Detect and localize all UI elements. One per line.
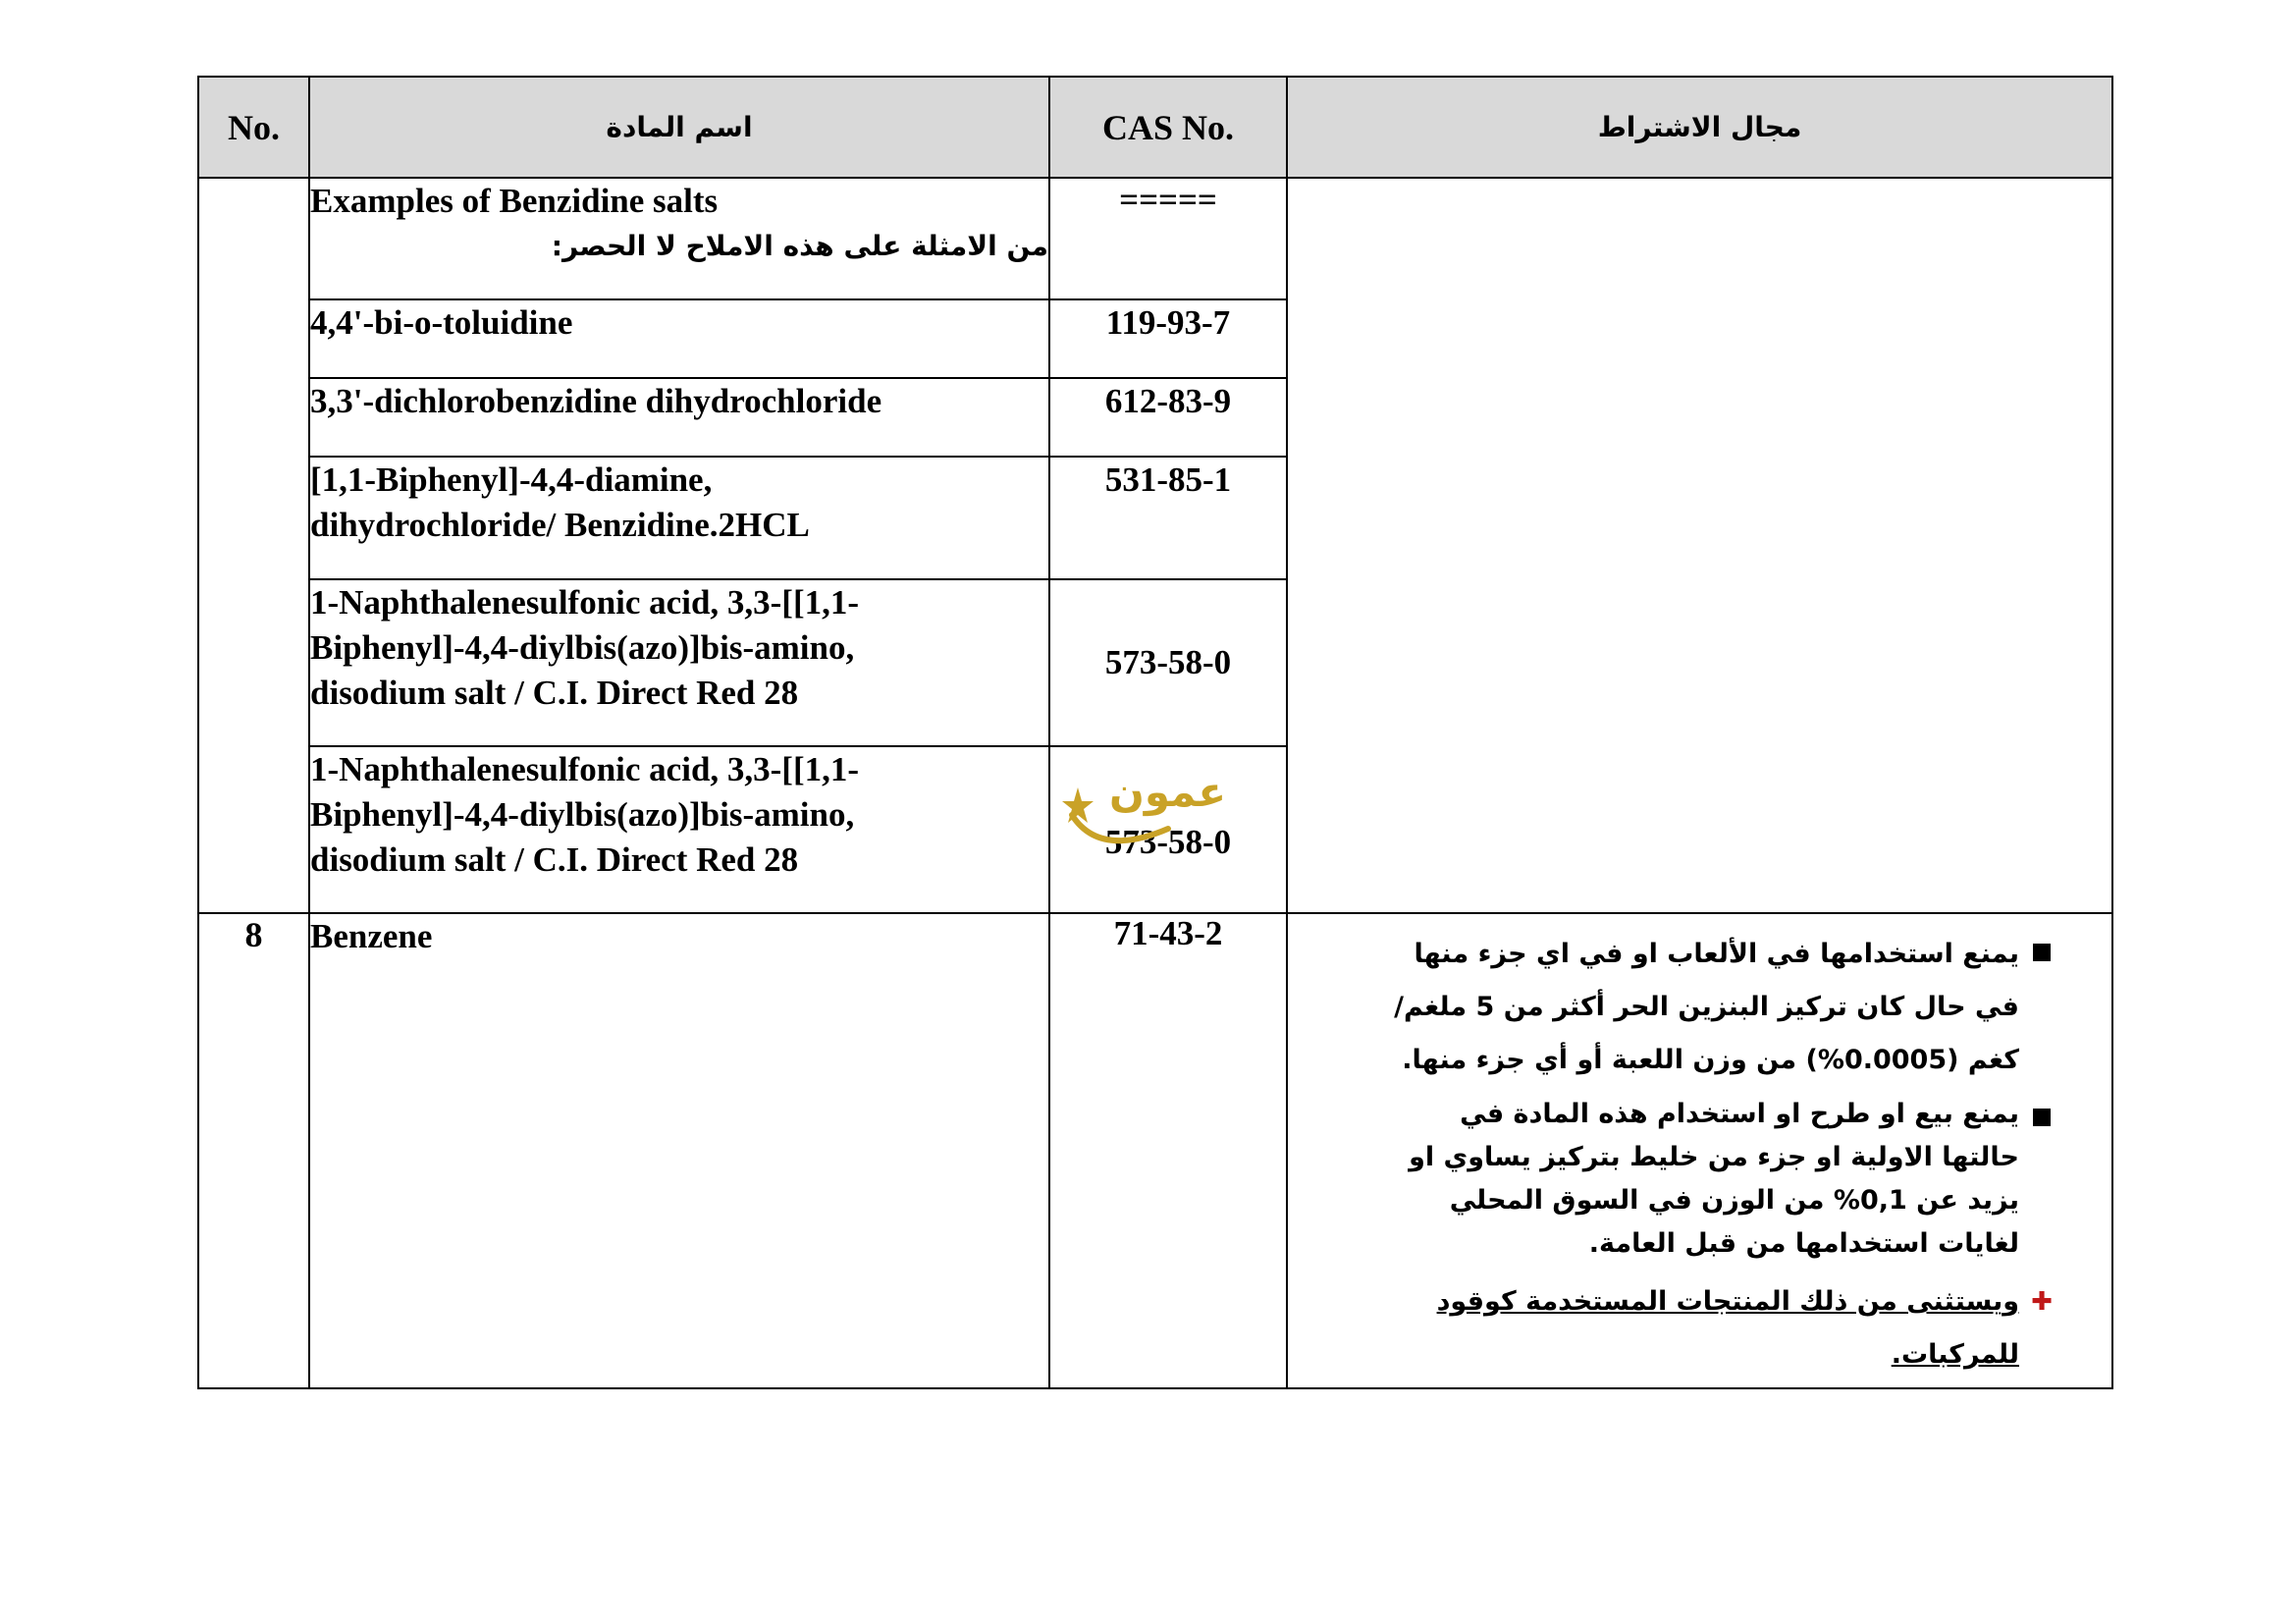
list-item (1386, 928, 2064, 1087)
cas-cell: 573-58-0 (1049, 579, 1287, 746)
cas-cell: 119-93-7 (1049, 299, 1287, 378)
watermark-text: عمون (1109, 768, 1227, 816)
cas-cell: ===== (1049, 178, 1287, 299)
header-cas-no: CAS No. (1049, 77, 1287, 178)
requirement-text: يمنع بيع او طرح او استخدام هذه المادة في حالتها الاولية او جزء من خليط بتركيز يساوي او يزيد عن 0,1% من الوزن في السوق المحلي لغايات استخدامها من قبل العامة. (1409, 1099, 2019, 1259)
substance-name-line: disodium salt / C.I. Direct Red 28 (310, 674, 799, 712)
substance-name-line: 1-Naphthalenesulfonic acid, 3,3-[[1,1- (310, 583, 860, 622)
requirement-scope-cell (1287, 913, 2112, 1388)
header-no: No. (198, 77, 309, 178)
substance-name-line: disodium salt / C.I. Direct Red 28 (310, 840, 799, 879)
cas-cell: 71-43-2 (1049, 913, 1287, 1388)
examples-title: Examples of Benzidine salts (310, 182, 719, 220)
substance-name-cell (309, 579, 1049, 746)
substance-name-line: dihydrochloride/ Benzidine.2HCL (310, 506, 810, 544)
square-bullet-icon (2019, 928, 2064, 961)
header-requirement-scope: مجال الاشتراط (1287, 77, 2112, 178)
examples-arabic-note: من الامثلة على هذه الاملاح لا الحصر: (551, 230, 1048, 262)
substance-name-line: Biphenyl]-4,4-diylbis(azo)]bis-amino, (310, 628, 855, 667)
cas-cell: 573-58-0 (1049, 746, 1287, 913)
substance-name-cell (309, 457, 1049, 579)
substance-name-line: Biphenyl]-4,4-diylbis(azo)]bis-amino, (310, 795, 855, 834)
substance-name-cell: 4,4'-bi-o-toluidine (309, 299, 1049, 378)
substance-name-line: 1-Naphthalenesulfonic acid, 3,3-[[1,1- (310, 750, 860, 788)
regulation-table (197, 76, 2113, 1389)
cas-cell: 612-83-9 (1049, 378, 1287, 457)
scope-cell-empty (1287, 178, 2112, 913)
list-item (1386, 1275, 2064, 1381)
plus-bullet-icon: ✚ (2031, 1287, 2053, 1317)
substance-name-cell (309, 178, 1049, 299)
square-bullet-icon (2019, 1093, 2064, 1126)
header-substance-name: اسم المادة (309, 77, 1049, 178)
cas-cell: 531-85-1 (1049, 457, 1287, 579)
requirement-list (1288, 914, 2111, 1381)
substance-name-cell: Benzene (309, 913, 1049, 1388)
substance-name-cell: 3,3'-dichlorobenzidine dihydrochloride (309, 378, 1049, 457)
substance-name-line: [1,1-Biphenyl]-4,4-diamine, (310, 460, 713, 499)
requirement-text: يمنع استخدامها في الألعاب او في اي جزء منها في حال كان تركيز البنزين الحر أكثر من 5 ملغم/كغم (0.0005%) من وزن اللعبة أو أي جزء منها. (1394, 939, 2019, 1075)
table-row (198, 178, 2112, 299)
exception-text: ويستثنى من ذلك المنتجات المستخدمة كوقود للمركبات. (1436, 1286, 2019, 1370)
substance-name-cell (309, 746, 1049, 913)
list-item (1386, 1093, 2064, 1266)
no-cell-empty (198, 178, 309, 913)
table-header-row (198, 77, 2112, 178)
item-number: 8 (198, 913, 309, 1388)
table-row-benzene (198, 913, 2112, 1388)
